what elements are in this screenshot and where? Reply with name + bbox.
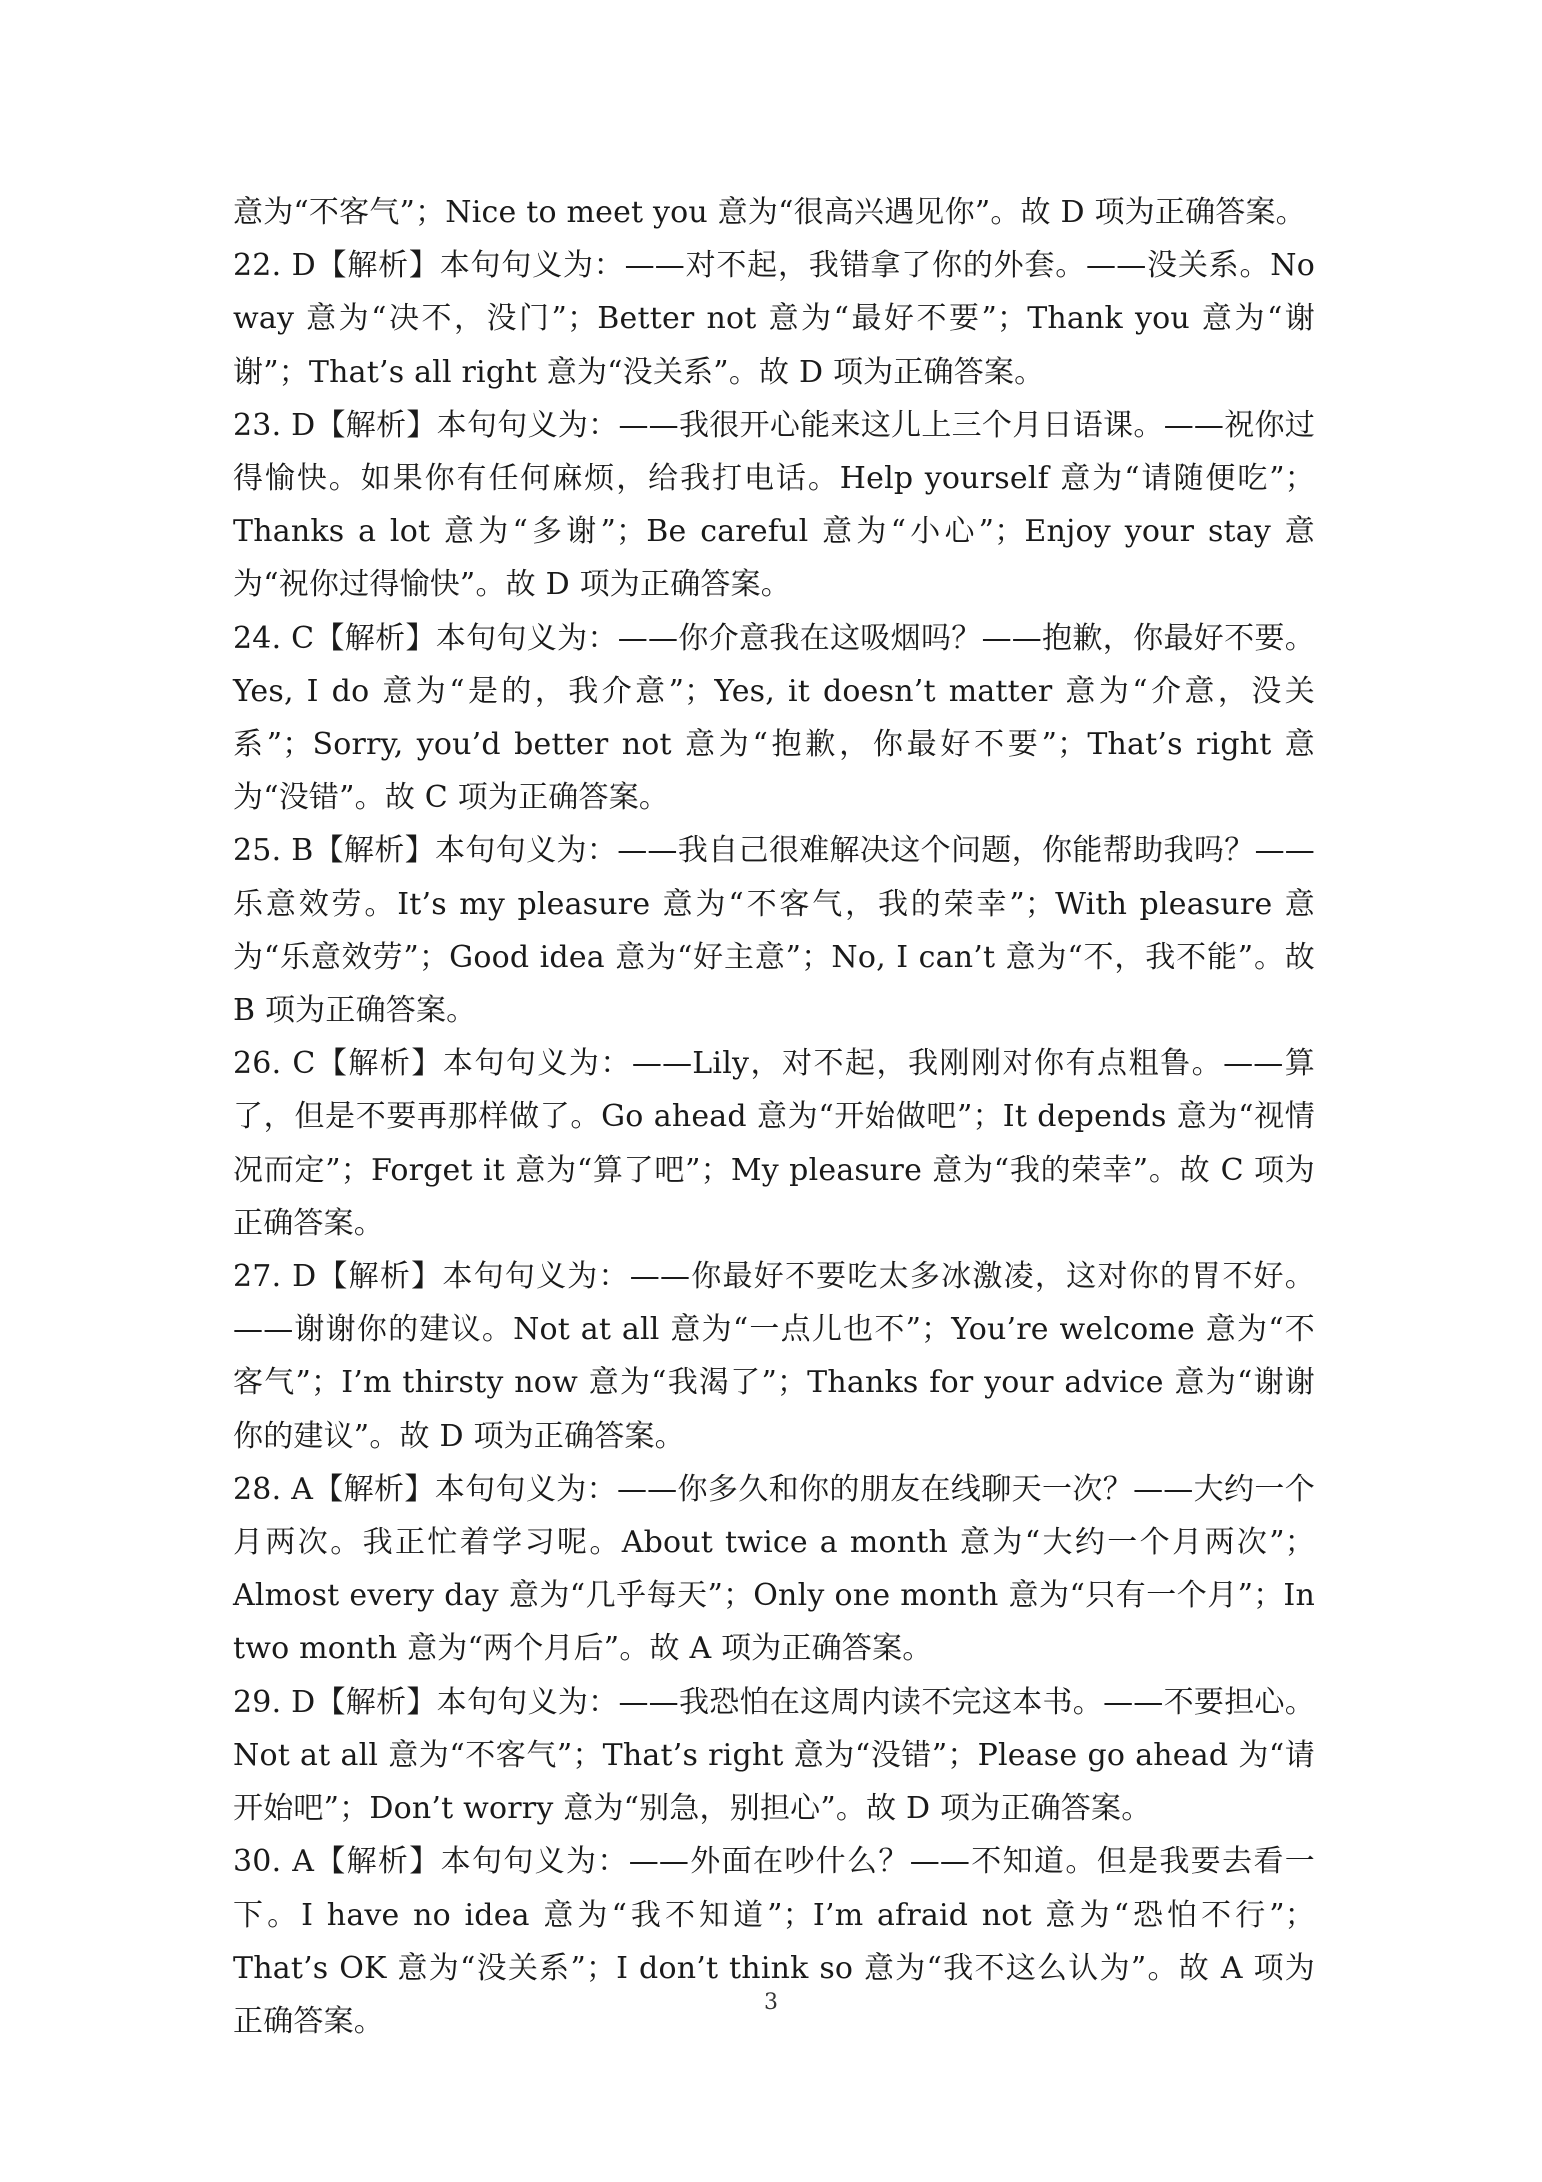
- answer-22-explanation: 22. D【解析】本句句义为：——对不起，我错拿了你的外套。——没关系。No way 意为“决不，没门”；Better not 意为“最好不要”；Thank you 意为“谢谢”；That’s all right 意为“没关系”。故 D 项为正确答案。: [233, 248, 1315, 390]
- answer-24-explanation: 24. C【解析】本句句义为：——你介意我在这吸烟吗？——抱歉，你最好不要。Yes, I do 意为“是的，我介意”；Yes, it doesn’t matter 意为“介意，没关系”；Sorry, you’d better not 意为“抱歉，你最好不要”；That’s right 意为“没错”。故 C 项为正确答案。: [233, 620, 1315, 816]
- answer-23-explanation: 23. D【解析】本句句义为：——我很开心能来这儿上三个月日语课。——祝你过得愉快。如果你有任何麻烦，给我打电话。Help yourself 意为“请随便吃”；Thanks a lot 意为“多谢”；Be careful 意为“小心”；Enjoy your stay 意为“祝你过得愉快”。故 D 项为正确答案。: [233, 407, 1315, 603]
- answer-29-explanation: 29. D【解析】本句句义为：——我恐怕在这周内读不完这本书。——不要担心。Not at all 意为“不客气”；That’s right 意为“没错”；Please go ahead 为“请开始吧”；Don’t worry 意为“别急，别担心”。故 D 项为正确答案。: [233, 1684, 1315, 1827]
- answer-26-explanation: 26. C【解析】本句句义为：——Lily，对不起，我刚刚对你有点粗鲁。——算了，但是不要再那样做了。Go ahead 意为“开始做吧”；It depends 意为“视情况而定”；Forget it 意为“算了吧”；My pleasure 意为“我的荣幸”。故 C 项为正确答案。: [233, 1046, 1315, 1241]
- answer-28-explanation: 28. A【解析】本句句义为：——你多久和你的朋友在线聊天一次？——大约一个月两次。我正忙着学习呢。About twice a month 意为“大约一个月两次”；Almost every day 意为“几乎每天”；Only one month 意为“只有一个月”；In two month 意为“两个月后”。故 A 项为正确答案。: [233, 1471, 1315, 1667]
- answer-30-explanation: 30. A【解析】本句句义为：——外面在吵什么？——不知道。但是我要去看一下。I have no idea 意为“我不知道”；I’m afraid not 意为“恐怕不行”；That’s OK 意为“没关系”；I don’t think so 意为“我不这么认为”。故 A 项为正确答案。: [233, 1844, 1315, 2039]
- answer-27-explanation: 27. D【解析】本句句义为：——你最好不要吃太多冰激凌，这对你的胃不好。——谢谢你的建议。Not at all 意为“一点儿也不”；You’re welcome 意为“不客气”；I’m thirsty now 意为“我渴了”；Thanks for your advice 意为“谢谢你的建议”。故 D 项为正确答案。: [233, 1259, 1315, 1454]
- answer-explanations: [233, 186, 1315, 2048]
- paragraph-continuation: 意为“不客气”；Nice to meet you 意为“很高兴遇见你”。故 D 项为正确答案。: [233, 195, 1306, 230]
- page-number: 3: [764, 1990, 778, 2015]
- answer-25-explanation: 25. B【解析】本句句义为：——我自己很难解决这个问题，你能帮助我吗？——乐意效劳。It’s my pleasure 意为“不客气，我的荣幸”；With pleasure 意为“乐意效劳”；Good idea 意为“好主意”；No, I can’t 意为“不，我不能”。故 B 项为正确答案。: [233, 833, 1315, 1029]
